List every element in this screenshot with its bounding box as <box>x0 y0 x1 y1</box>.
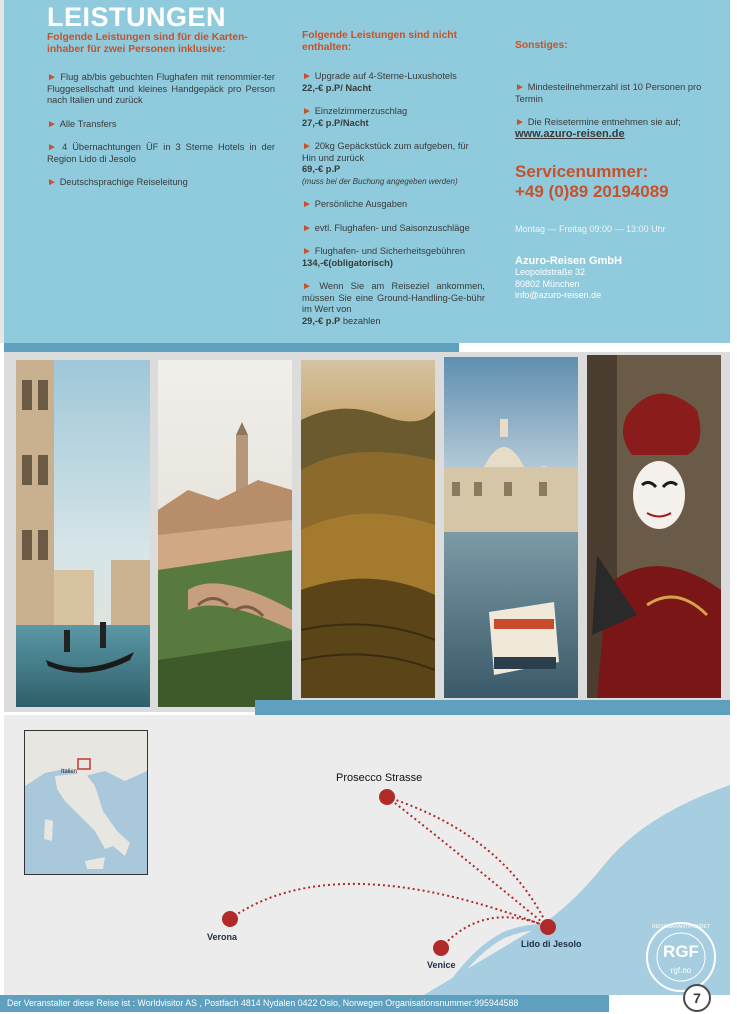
arrow-bullet-icon: ► <box>302 141 315 152</box>
rgf-ring-text: REISEGARANTIFONDET <box>652 924 710 930</box>
place-label-prosecco: Prosecco Strasse <box>336 772 423 784</box>
website-link[interactable]: www.azuro-reisen.de <box>515 127 625 140</box>
included-item: ► Flug ab/bis gebuchten Flughafen mit renommier-ter Fluggesellschaft und kleines Handgepäck pro Person nach Italien und zurück <box>47 72 275 105</box>
arrow-bullet-icon: ► <box>302 281 320 292</box>
rgf-badge <box>644 920 718 994</box>
excluded-item: ► Persönliche Ausgaben <box>302 199 408 210</box>
arrow-bullet-icon: ► <box>47 177 60 188</box>
service-phone[interactable]: +49 (0)89 20194089 <box>515 182 669 201</box>
rgf-url: rgf.no <box>670 966 692 975</box>
photo-prosecco-hills <box>301 360 435 698</box>
place-label-venice: Venice <box>427 960 456 970</box>
place-label-verona: Verona <box>207 932 238 942</box>
page-number: 7 <box>683 984 711 1012</box>
other-title: Sonstiges: <box>515 40 568 51</box>
inset-label: Italien <box>61 769 78 775</box>
excluded-column <box>302 30 485 339</box>
photo-verona-bridge <box>158 360 292 707</box>
arrow-bullet-icon: ► <box>302 246 315 257</box>
service-label: Servicenummer: <box>515 162 649 181</box>
arrow-bullet-icon: ► <box>515 117 528 128</box>
arrow-bullet-icon: ► <box>302 106 315 117</box>
panel-edge <box>0 0 4 343</box>
excluded-title: Folgende Leistungen sind nicht enthalten: <box>302 30 458 53</box>
included-item: ► 4 Übernachtungen ÜF in 3 Sterne Hotels in der Region Lido di Jesolo <box>47 142 275 164</box>
excluded-item: ► Einzelzimmerzuschlag 27,-€ p.P/Nacht <box>302 106 408 128</box>
italy-inset-map <box>24 730 148 875</box>
marker-prosecco <box>379 789 395 805</box>
included-item: ► Deutschsprachige Reiseleitung <box>47 177 188 188</box>
included-title: Folgende Leistungen sind für die Karten-inhaber für zwei Personen inklusive: <box>47 32 248 55</box>
marker-verona <box>222 911 238 927</box>
excluded-item: ► evtl. Flughafen- und Saisonzuschläge <box>302 222 470 234</box>
place-label-lido: Lido di Jesolo <box>521 939 582 949</box>
company-email[interactable]: info@azuro-reisen.de <box>515 290 602 300</box>
included-item: ► Alle Transfers <box>47 118 117 130</box>
service-hours: Montag — Freitag 09:00 — 13:00 Uhr <box>515 224 666 234</box>
excluded-item: ► Wenn Sie am Reiseziel ankommen, müssen Sie eine Ground-Handling-Ge-bühr im Wert von 29,-€ p.P bezahlen <box>302 281 485 326</box>
other-item: ► Mindesteilnehmerzahl ist 10 Personen pro Termin <box>515 82 702 104</box>
arrow-bullet-icon: ► <box>302 199 315 210</box>
arrow-bullet-icon: ► <box>47 142 63 153</box>
rgf-letters: RGF <box>663 942 699 961</box>
arrow-bullet-icon: ► <box>47 118 60 130</box>
company-city: 80802 München <box>515 278 580 289</box>
footer-bar: Der Veranstalter diese Reise ist : Worldvisitor AS , Postfach 4814 Nydalen 0422 Oslo, Norwegen Organisationsnummer:995944588 <box>0 995 609 1012</box>
included-column <box>47 32 275 201</box>
photo-venice-gondola <box>16 360 150 707</box>
excluded-item: ► 20kg Gepäckstück zum aufgeben, für Hin und zurück 69,-€ p.P (muss bei der Buchung angegeben werden) <box>302 141 469 186</box>
other-column <box>515 40 715 302</box>
company-street: Leopoldstraße 32 <box>515 267 586 277</box>
excluded-item: ► Flughafen- und Sicherheitsgebühren 134,-€(obligatorisch) <box>302 246 466 268</box>
arrow-bullet-icon: ► <box>47 72 61 83</box>
marker-lido <box>540 919 556 935</box>
arrow-bullet-icon: ► <box>302 222 315 234</box>
excluded-item: ► Upgrade auf 4-Sterne-Luxushotels 22,-€ p.P/ Nacht <box>302 71 457 93</box>
page-heading: LEISTUNGEN <box>47 2 227 32</box>
company-name: Azuro-Reisen GmbH <box>515 254 622 267</box>
arrow-bullet-icon: ► <box>515 82 528 93</box>
photo-carnival-mask <box>587 355 721 698</box>
arrow-bullet-icon: ► <box>302 71 315 82</box>
photo-venice-canal <box>444 357 578 698</box>
marker-venice <box>433 940 449 956</box>
other-item: ► Die Reisetermine entnehmen sie auf; <box>515 117 681 128</box>
